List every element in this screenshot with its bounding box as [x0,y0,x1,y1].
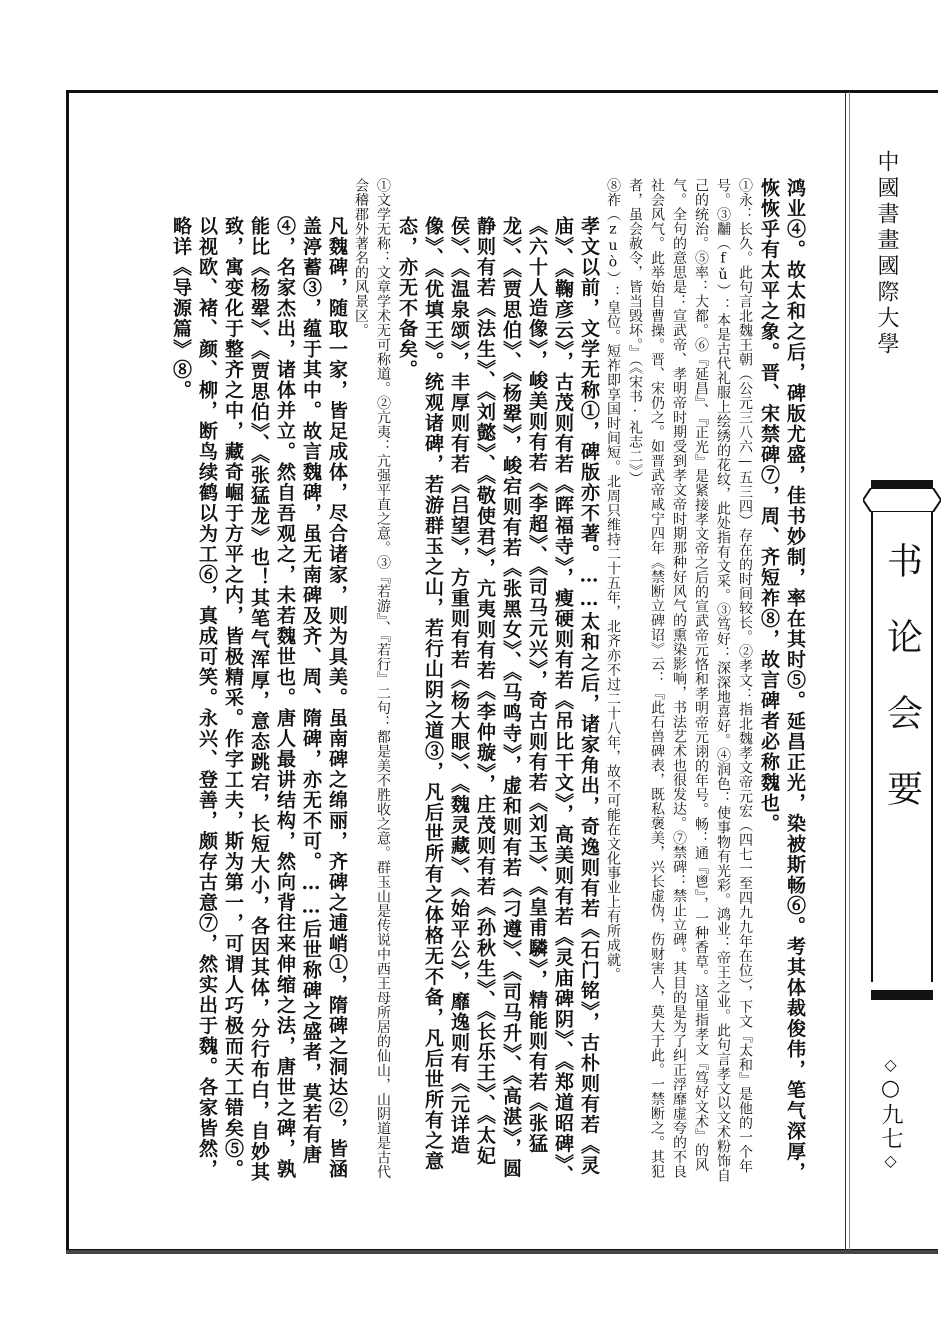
title-cap-top [863,488,941,512]
notes-1a: ①永：长久。此句言北魏王朝（公元三八六—五三四）存在的时间较长。②孝文：指北魏孝文帝元宏（四七一至四九九年在位），下文『太和』是他的一个年号。③黼（fǔ）：本是古代礼服上绘绣的花纹，此处指有文采。③笃好：深深地喜好。④润色：使事物有光彩。鸿业：帝王之业。此句言孝文以文术粉饰自己的统治。⑤率：大都。⑥『延昌』、『正光』是紧接孝文帝之后的宣武帝元恪和孝明帝元诩的年号。畅：通『鬯』，一种香草。这里指孝文『笃好文术』的风气。全句的意思是：宣武帝、孝明帝时期受到孝文帝时期那种好风气的熏染影响，书法艺术也很发达。⑦禁碑：禁止立碑。其目的是为了纠正浮靡虚夸的不良社会风气。此举始自曹操。晋、宋仍之。如晋武帝咸宁四年《禁断立碑诏》云：『此石兽碑表，既私褒美，兴长虚伪，伤财害人，莫大于此。一禁断之。其犯者，虽会赦令，皆当毁坏。』（《宋书·礼志二》） [627,178,753,1183]
page-number-text: ○九七 [878,1076,903,1151]
sidebar-divider-inner [849,92,850,1250]
title-bar-bottom [871,990,933,1000]
book-title: 书论会要 [871,512,933,982]
sidebar-divider [845,92,846,1250]
notes-1b: ⑧祚（zuò）：皇位。短祚即享国时间短。北周只维持二十五年，北齐亦不过二十八年，故不可能在文化事业上有所成就。 [605,178,621,982]
frame-shadow [66,1250,938,1254]
university-name: 中國書畫國際大學 [874,150,899,358]
diamond-icon: ◇ [881,1055,900,1076]
paragraph-1: 鸿业④。故太和之后，碑版尤盛，佳书妙制，率在其时⑤。延昌正光，染被斯畅⑥。考其体裁俊伟，笔气深厚，恢恢乎有太平之象。晋、宋禁碑⑦，周、齐短祚⑧，故言碑者必称魏也。 [758,178,806,1183]
paragraph-2: 孝文以前，文学无称①，碑版亦不著。……太和之后，诸家角出，奇逸则有若《石门铭》，古朴则有若《灵庙》、《鞠彦云》，古茂则有若《晖福寺》，瘦硬则有若《吊比干文》，高美则有若《灵庙碑阴》、《郑道昭碑》、《六十人造像》，峻美则有若《李超》、《司马元兴》，奇古则有若《刘玉》、《皇甫驎》，精能则有若《张猛龙》、《贾思伯》、《杨翚》，峻宕则有若《张黑女》、《马鸣寺》，虚和则有若《刁遵》、《司马升》、《高湛》，圆静则有若《法生》、《刘懿》、《敬使君》，亢夷则有若《李仲璇》，庄茂则有若《孙秋生》、《长乐王》、《太妃侯》、《温泉颂》，丰厚则有若《吕望》，方重则有若《杨大眼》、《魏灵藏》、《始平公》，靡逸则有《元详造像》、《优填王》。统观诸碑，若游群玉之山，若行山阴之道③，凡后世所有之体格无不备，凡后世所有之意态，亦无不备矣。 [396,216,600,1186]
page-number [875,1055,906,1172]
paragraph-3: 凡魏碑，随取一家，皆足成体，尽合诸家，则为具美。虽南碑之绵丽，齐碑之逋峭①，隋碑之洞达②，皆涵盖渟蓄③，蕴于其中。故言魏碑，虽无南碑及齐、周、隋碑，亦无不可。……后世称碑之盛者，莫若有唐④，名家杰出，诸体并立。然自吾观之，未若魏世也。唐人最讲结构，然向背往来伸缩之法，唐世之碑，孰能比《杨翚》、《贾思伯》、《张猛龙》也！其笔气浑厚，意态跳宕，长短大小，各因其体，分行布白，自妙其致，寓变化于整齐之中，藏奇崛于方平之内，皆极精采。作字工夫，斯为第一，可谓人巧极而天工错矣⑤。以视欧、褚、颜、柳，断鸟续鹤以为工⑥，真成可笑。永兴、登善，颇存古意⑦，然实出于魏。各家皆然，略详《导源篇》⑧。 [170,216,348,1183]
diamond-icon: ◇ [881,1151,900,1172]
sidebar [853,120,938,1220]
notes-2: ①文学无称：文章学术无可称道。②亢夷：亢强平直之意。③『若游』、『若行』二句：都是美不胜收之意。群玉山是传说中西王母所居的仙山，山阴道是古代会稽郡外著名的风景区。 [353,178,391,1179]
main-text-block [108,178,808,1188]
